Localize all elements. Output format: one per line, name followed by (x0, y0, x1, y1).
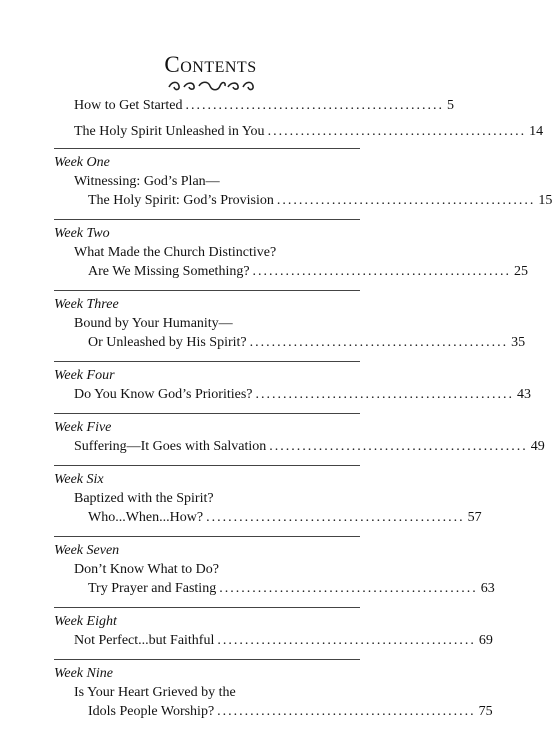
section-divider (54, 148, 360, 149)
entry-title: Or Unleashed by His Spirit? (88, 335, 247, 350)
toc-entry-line (54, 560, 360, 579)
dot-leader: ............................................... (267, 124, 527, 139)
section-divider (54, 219, 360, 220)
week-label: Week Seven (54, 543, 120, 558)
toc-entry-line (54, 172, 360, 191)
entry-title: Is Your Heart Grieved by the (74, 685, 236, 700)
week-label: Week Three (54, 297, 119, 312)
page-number: 57 (467, 510, 482, 525)
toc-entry-line (54, 489, 360, 508)
section-divider (54, 659, 360, 660)
page-number: 35 (511, 335, 526, 350)
week-label: Week Two (54, 226, 110, 241)
dot-leader: ............................................... (255, 387, 515, 402)
entry-title: Idols People Worship? (88, 704, 215, 719)
week-section (54, 607, 493, 650)
toc-entry-line (54, 683, 360, 702)
dot-leader: ............................................... (252, 264, 512, 279)
section-divider (54, 607, 360, 608)
toc-entry-line (54, 385, 532, 404)
toc-entry-line (54, 314, 360, 333)
entry-title: Witnessing: God’s Plan— (74, 174, 220, 189)
dot-leader: ............................................... (217, 704, 476, 719)
week-section (54, 536, 495, 598)
week-label: Week One (54, 155, 110, 170)
entry-title: Who...When...How? (88, 510, 204, 525)
toc-entry (54, 122, 544, 141)
section-divider (54, 465, 360, 466)
week-section (54, 659, 493, 721)
section-divider (54, 536, 360, 537)
section-divider (54, 361, 360, 362)
entry-title: The Holy Spirit: God’s Provision (88, 193, 274, 208)
page-number: 63 (480, 581, 495, 596)
section-divider (54, 413, 360, 414)
dot-leader: ............................................... (269, 439, 528, 454)
page-number: 15 (538, 193, 552, 208)
page-number: 69 (478, 633, 493, 648)
dot-leader: ............................................... (185, 98, 444, 113)
entry-title: Do You Know God’s Priorities? (74, 387, 253, 402)
week-section (54, 413, 545, 456)
section-divider (54, 290, 360, 291)
toc-entry-line (54, 243, 360, 262)
dot-leader: ............................................... (249, 335, 509, 350)
flourish-ornament-icon (0, 80, 421, 92)
entry-title: Try Prayer and Fasting (88, 581, 217, 596)
dot-leader: ............................................... (219, 581, 478, 596)
entry-title: Suffering—It Goes with Salvation (74, 439, 267, 454)
week-section (54, 465, 482, 527)
week-section (54, 361, 532, 404)
dot-leader: ............................................... (276, 193, 536, 208)
toc-entry (54, 96, 454, 115)
week-label: Week Four (54, 368, 115, 383)
dot-leader: ............................................... (217, 633, 476, 648)
week-label: Week Six (54, 472, 104, 487)
week-section (54, 219, 529, 281)
entry-title: Don’t Know What to Do? (74, 562, 219, 577)
toc-entry-line (54, 333, 526, 352)
toc-entry-line (54, 191, 552, 210)
entry-title: Bound by Your Humanity— (74, 316, 233, 331)
entry-title: Not Perfect...but Faithful (74, 633, 215, 648)
toc-entry-line (54, 262, 529, 281)
toc-entry-line (54, 96, 454, 115)
dot-leader: ............................................... (206, 510, 465, 525)
week-label: Week Nine (54, 666, 113, 681)
week-label: Week Eight (54, 614, 117, 629)
entry-title: How to Get Started (74, 98, 183, 113)
page-title: Contents (164, 52, 257, 77)
toc-entry-line (54, 437, 545, 456)
week-section (54, 148, 552, 210)
entry-title: The Holy Spirit Unleashed in You (74, 124, 265, 139)
toc-entry-line (54, 631, 493, 650)
entry-title: Baptized with the Spirit? (74, 491, 214, 506)
week-section (54, 290, 526, 352)
page-number: 43 (517, 387, 532, 402)
toc-entry-line (54, 122, 544, 141)
entry-title: Are We Missing Something? (88, 264, 250, 279)
toc-entry-line (54, 579, 495, 598)
toc-entry-line (54, 702, 493, 721)
table-of-contents (54, 96, 552, 730)
week-label: Week Five (54, 420, 112, 435)
page-number: 49 (530, 439, 545, 454)
page-number: 25 (514, 264, 529, 279)
entry-title: What Made the Church Distinctive? (74, 245, 277, 260)
page-number: 5 (446, 98, 454, 113)
page-number: 14 (529, 124, 544, 139)
page-number: 75 (478, 704, 493, 719)
toc-entry-line (54, 508, 482, 527)
